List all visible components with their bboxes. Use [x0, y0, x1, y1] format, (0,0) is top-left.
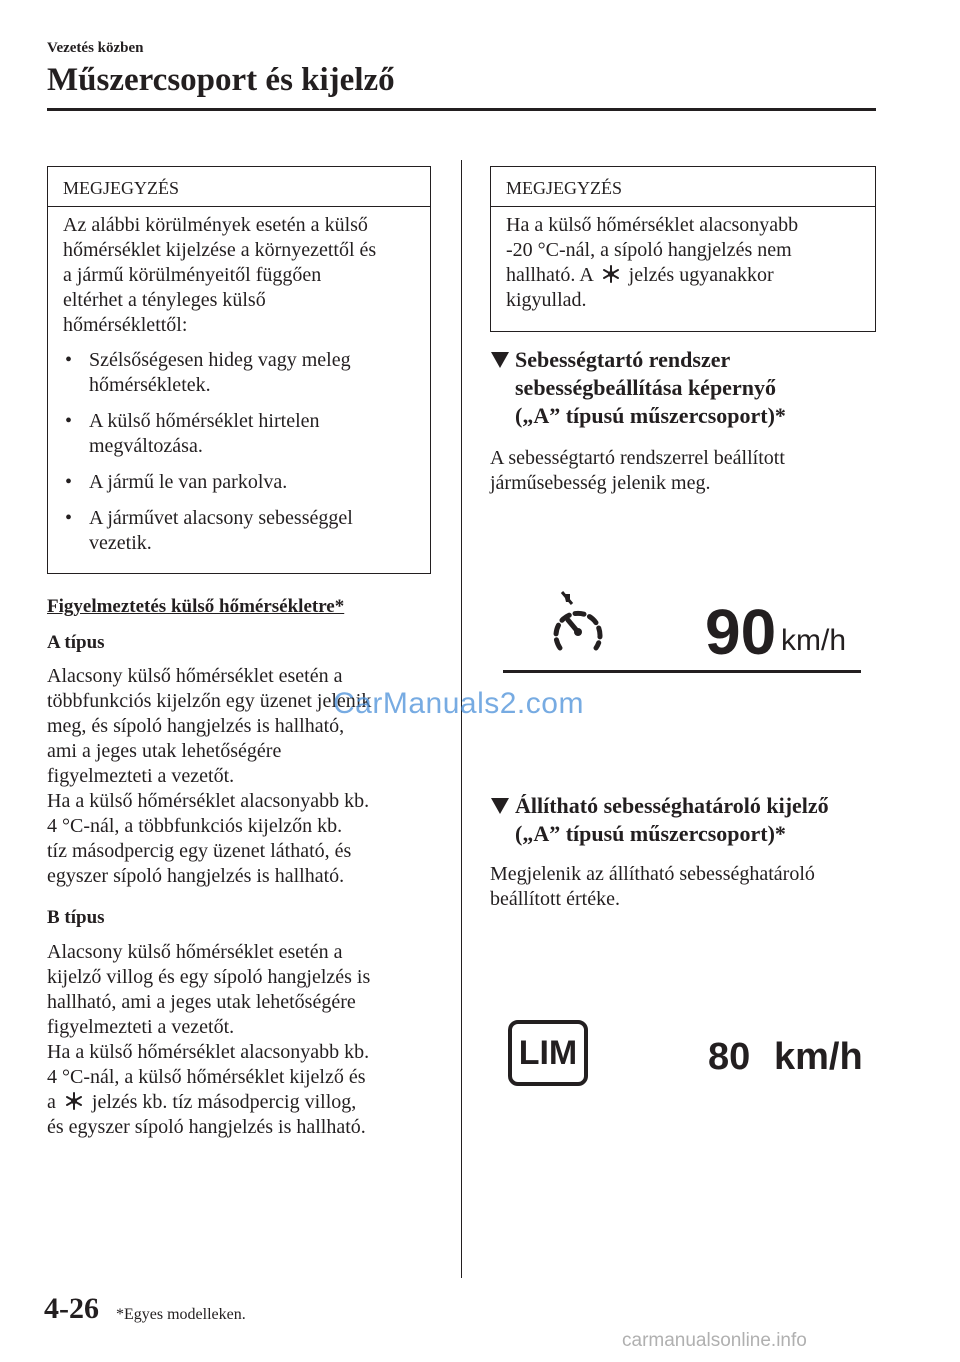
bullet-text: A jármű le van parkolva.	[89, 471, 288, 493]
section-label: Vezetés közben	[47, 40, 144, 56]
limiter-heading	[490, 792, 829, 848]
text-line: meg, és sípoló hangjelzés is hallható,	[47, 715, 345, 737]
cruise-unit: km/h	[781, 624, 847, 657]
text-line: ami a jeges utak lehetőségére	[47, 740, 282, 762]
text-fragment: jelzés kb. tíz másodpercig villog,	[91, 1091, 357, 1113]
text-line: egyszer sípoló hangjelzés is hallható.	[47, 865, 345, 887]
speedometer-icon	[550, 590, 606, 660]
heading-line: („A” típusú műszercsoport)*	[515, 821, 786, 846]
text-line: 4 °C-nál, a többfunkciós kijelzőn kb.	[47, 815, 343, 837]
text-fragment: a	[47, 1091, 56, 1113]
note-body	[48, 207, 430, 556]
cruise-speed: 90	[705, 596, 777, 668]
text-line-with-icon	[47, 1090, 447, 1115]
snowflake-icon	[602, 265, 620, 283]
cruise-heading	[490, 346, 786, 430]
bullet-text: A külső hőmérséklet hirtelen	[89, 410, 320, 432]
note-box-left	[47, 166, 431, 574]
type-b-text	[47, 940, 447, 1140]
bullet-item	[63, 470, 416, 495]
limiter-speed: 80	[708, 1036, 751, 1078]
lim-badge	[508, 1020, 588, 1086]
bullet-icon: •	[65, 471, 73, 493]
bullet-icon: •	[65, 507, 73, 529]
limiter-display	[508, 1020, 868, 1092]
text-fragment: hallható. A	[506, 264, 593, 286]
display-underline	[503, 670, 861, 673]
text-line: Ha a külső hőmérséklet alacsonyabb kb.	[47, 790, 370, 812]
note-line: eltérhet a tényleges külső	[63, 289, 266, 311]
note-line: hőmérséklettől:	[63, 314, 188, 336]
note-line: a jármű körülményeitől függően	[63, 264, 322, 286]
heading-line: Sebességtartó rendszer	[515, 347, 731, 372]
down-triangle-icon	[490, 351, 510, 369]
down-triangle-icon	[490, 797, 510, 815]
text-line: Ha a külső hőmérséklet alacsonyabb kb.	[47, 1041, 370, 1063]
text-line: hallható, ami a jeges utak lehetőségére	[47, 991, 356, 1013]
page-number: 4-26	[44, 1292, 99, 1325]
bullet-list	[63, 348, 416, 556]
text-line: többfunkciós kijelzőn egy üzenet jelenik	[47, 690, 372, 712]
text-line: Alacsony külső hőmérséklet esetén a	[47, 941, 343, 963]
watermark: CarManuals2.com	[333, 687, 584, 720]
text-line: figyelmezteti a vezetőt.	[47, 765, 235, 787]
text-line: járműsebesség jelenik meg.	[490, 472, 711, 494]
cruise-text	[490, 446, 880, 496]
bullet-item	[63, 506, 416, 556]
note-line: hőmérséklet kijelzése a környezettől és	[63, 239, 377, 261]
type-b-label: B típus	[47, 907, 105, 928]
text-line: 4 °C-nál, a külső hőmérséklet kijelző és	[47, 1066, 366, 1088]
note-line-with-icon	[506, 263, 861, 288]
bullet-item	[63, 409, 416, 459]
bullet-text: hőmérsékletek.	[89, 374, 211, 396]
text-line: beállított értéke.	[490, 888, 620, 910]
text-line: kijelző villog és egy sípoló hangjelzés is	[47, 966, 371, 988]
note-box-right	[490, 166, 876, 332]
note-line: kigyullad.	[506, 289, 587, 311]
text-line: tíz másodpercig egy üzenet látható, és	[47, 840, 352, 862]
limiter-unit: km/h	[774, 1036, 863, 1078]
type-a-label: A típus	[47, 632, 105, 653]
text-line: Alacsony külső hőmérséklet esetén a	[47, 665, 343, 687]
bullet-text: vezetik.	[89, 532, 152, 554]
heading-line: („A” típusú műszercsoport)*	[515, 403, 786, 428]
text-line: figyelmezteti a vezetőt.	[47, 1016, 235, 1038]
bullet-text: A járművet alacsony sebességgel	[89, 507, 353, 529]
footnote: *Egyes modelleken.	[116, 1306, 246, 1323]
bullet-icon: •	[65, 410, 73, 432]
note-heading: MEGJEGYZÉS	[48, 167, 430, 207]
note-line: Az alábbi körülmények esetén a külső	[63, 214, 368, 236]
text-line: A sebességtartó rendszerrel beállított	[490, 447, 785, 469]
text-line: és egyszer sípoló hangjelzés is hallható.	[47, 1116, 366, 1138]
snowflake-icon	[65, 1092, 83, 1110]
title-rule	[47, 108, 876, 111]
note-heading: MEGJEGYZÉS	[491, 167, 875, 207]
text-fragment: jelzés ugyanakkor	[628, 264, 774, 286]
bullet-icon: •	[65, 349, 73, 371]
bullet-item	[63, 348, 416, 398]
note-body	[491, 207, 875, 313]
heading-line: Állítható sebességhatároló kijelző	[515, 793, 829, 818]
cruise-display	[503, 590, 861, 680]
note-line: Ha a külső hőmérséklet alacsonyabb	[506, 214, 799, 236]
bullet-text: Szélsőségesen hideg vagy meleg	[89, 349, 351, 371]
limiter-text	[490, 862, 880, 912]
text-line: Megjelenik az állítható sebességhatároló	[490, 863, 815, 885]
footer-brand: carmanualsonline.info	[622, 1330, 807, 1351]
note-line: -20 °C-nál, a sípoló hangjelzés nem	[506, 239, 792, 261]
page-title: Műszercsoport és kijelző	[47, 62, 395, 98]
warning-title: Figyelmeztetés külső hőmérsékletre*	[47, 596, 345, 617]
heading-line: sebességbeállítása képernyő	[515, 375, 776, 400]
lim-badge-label: LIM	[518, 1034, 578, 1072]
bullet-text: megváltozása.	[89, 435, 203, 457]
